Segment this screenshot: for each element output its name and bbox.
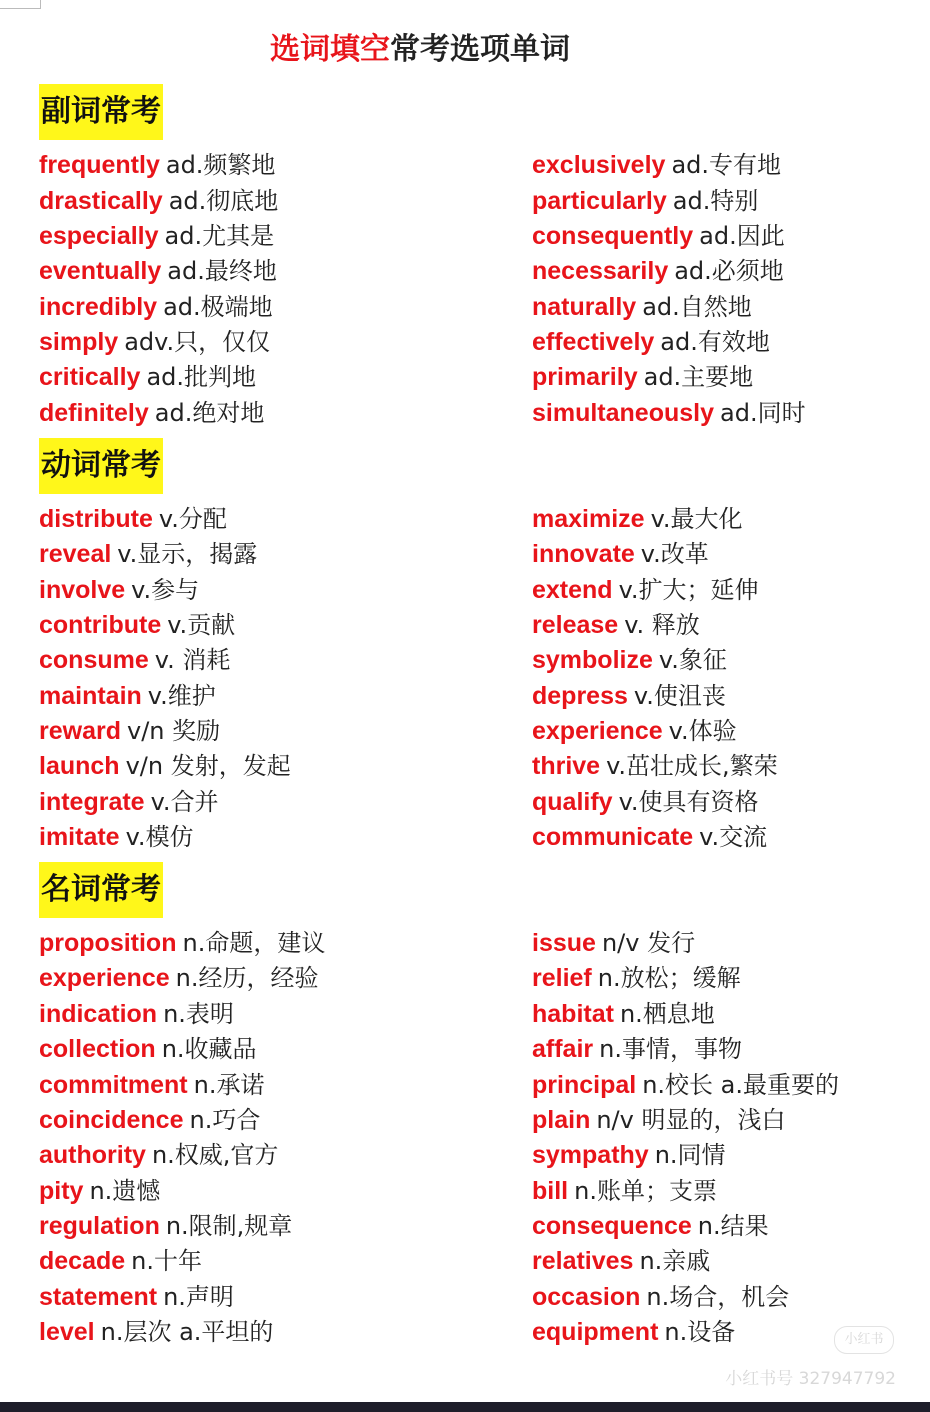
vocab-definition: n.账单；支票 <box>574 1177 717 1205</box>
vocab-definition: n.事情，事物 <box>599 1035 742 1063</box>
vocab-entry <box>39 537 257 571</box>
vocab-word: necessarily <box>532 257 669 285</box>
vocab-entry <box>39 219 274 253</box>
vocab-definition: v. 消耗 <box>154 646 231 674</box>
vocab-word: experience <box>39 964 170 992</box>
vocab-word: exclusively <box>532 151 666 179</box>
vocab-definition: n/v 明显的，浅白 <box>596 1106 786 1134</box>
vocab-word: habitat <box>532 1000 614 1028</box>
vocab-definition: n.结果 <box>697 1212 769 1240</box>
vocab-definition: n.层次 a.平坦的 <box>100 1318 274 1346</box>
vocab-word: extend <box>532 576 613 604</box>
section-heading: 副词常考 <box>39 84 163 140</box>
vocab-word: definitely <box>39 399 149 427</box>
vocab-entry <box>532 997 715 1031</box>
vocab-entry <box>532 714 737 748</box>
vocab-definition: ad.尤其是 <box>164 222 275 250</box>
vocab-word: maintain <box>39 682 142 710</box>
vocab-word: bill <box>532 1177 569 1205</box>
vocab-entry <box>39 396 264 430</box>
vocab-word: simply <box>39 328 119 356</box>
vocab-word: issue <box>532 929 596 957</box>
vocab-entry <box>39 573 199 607</box>
vocab-word: communicate <box>532 823 694 851</box>
vocab-word: qualify <box>532 788 613 816</box>
vocab-definition: v.合并 <box>150 788 219 816</box>
vocab-entry <box>39 148 275 182</box>
vocab-definition: n.表明 <box>163 1000 234 1028</box>
vocab-definition: v. 释放 <box>624 611 700 639</box>
vocab-definition: v.交流 <box>699 823 768 851</box>
vocab-entry <box>39 184 278 218</box>
vocab-definition: adv.只，仅仅 <box>124 328 271 356</box>
vocab-entry <box>39 1032 257 1066</box>
vocab-word: regulation <box>39 1212 160 1240</box>
vocab-entry <box>532 1244 710 1278</box>
vocab-entry <box>39 1315 273 1349</box>
vocab-entry <box>532 184 758 218</box>
vocab-definition: n.场合，机会 <box>646 1283 790 1311</box>
vocab-entry <box>39 643 230 677</box>
vocab-definition: ad.专有地 <box>671 151 782 179</box>
vocab-definition: n.设备 <box>664 1318 736 1346</box>
vocab-entry <box>39 926 325 960</box>
vocab-entry <box>39 254 277 288</box>
vocab-word: maximize <box>532 505 645 533</box>
vocab-definition: ad.自然地 <box>642 293 752 321</box>
vocab-definition: v.参与 <box>131 576 200 604</box>
vocab-definition: v.贡献 <box>167 611 236 639</box>
page-corner-mark <box>0 0 41 9</box>
vocab-word: coincidence <box>39 1106 184 1134</box>
vocab-word: experience <box>532 717 663 745</box>
vocab-entry <box>39 1244 202 1278</box>
vocab-definition: v.使沮丧 <box>633 682 726 710</box>
vocab-word: level <box>39 1318 95 1346</box>
vocab-entry <box>532 1315 735 1349</box>
vocab-definition: v.体验 <box>668 717 737 745</box>
vocab-definition: ad.特别 <box>672 187 759 215</box>
vocab-definition: v/n 发射，发起 <box>125 752 291 780</box>
vocab-word: symbolize <box>532 646 653 674</box>
vocab-definition: n.权威,官方 <box>151 1141 279 1169</box>
vocab-entry <box>532 961 741 995</box>
vocab-word: occasion <box>532 1283 641 1311</box>
vocab-entry <box>39 961 318 995</box>
vocab-definition: ad.因此 <box>699 222 785 250</box>
vocab-entry <box>532 1138 726 1172</box>
vocab-word: incredibly <box>39 293 158 321</box>
vocab-entry <box>532 360 753 394</box>
vocab-entry <box>532 785 759 819</box>
vocab-definition: n.校长 a.最重要的 <box>642 1071 839 1099</box>
vocab-entry <box>39 820 194 854</box>
vocab-definition: ad.主要地 <box>643 363 754 391</box>
vocab-entry <box>532 926 695 960</box>
vocab-entry <box>532 290 752 324</box>
vocab-word: imitate <box>39 823 120 851</box>
vocab-word: reveal <box>39 540 112 568</box>
vocab-definition: n.放松；缓解 <box>597 964 741 992</box>
vocab-entry <box>39 1174 160 1208</box>
vocab-definition: n.经历，经验 <box>175 964 319 992</box>
vocab-word: eventually <box>39 257 162 285</box>
section-heading: 名词常考 <box>39 862 163 918</box>
vocab-definition: n.亲戚 <box>639 1247 711 1275</box>
vocab-word: frequently <box>39 151 160 179</box>
vocab-definition: v.显示，揭露 <box>117 540 258 568</box>
vocab-definition: n.声明 <box>163 1283 234 1311</box>
vocab-entry <box>532 537 709 571</box>
watermark-logo: 小红书 <box>834 1326 894 1354</box>
vocab-word: especially <box>39 222 159 250</box>
vocab-definition: n.巧合 <box>189 1106 261 1134</box>
page-title <box>0 24 840 68</box>
vocab-entry <box>39 714 220 748</box>
vocab-word: consume <box>39 646 149 674</box>
vocab-entry <box>532 148 781 182</box>
vocab-definition: ad.绝对地 <box>154 399 265 427</box>
vocab-definition: ad.批判地 <box>146 363 257 391</box>
vocab-entry <box>39 1068 264 1102</box>
vocab-entry <box>532 219 785 253</box>
vocab-entry <box>39 1280 234 1314</box>
vocab-definition: n/v 发行 <box>601 929 696 957</box>
vocab-entry <box>532 820 767 854</box>
vocab-definition: n.遗憾 <box>89 1177 161 1205</box>
vocab-entry <box>532 502 743 536</box>
vocab-definition: ad.同时 <box>720 399 806 427</box>
vocab-entry <box>39 360 256 394</box>
vocab-entry <box>39 1209 292 1243</box>
vocab-entry <box>532 749 778 783</box>
vocab-entry <box>39 608 235 642</box>
vocab-word: consequently <box>532 222 694 250</box>
vocab-entry <box>532 573 759 607</box>
vocab-word: statement <box>39 1283 158 1311</box>
vocab-entry <box>39 290 273 324</box>
vocab-word: particularly <box>532 187 667 215</box>
vocab-definition: v.茁壮成长,繁荣 <box>606 752 778 780</box>
vocab-definition: v.分配 <box>158 505 227 533</box>
vocab-word: effectively <box>532 328 655 356</box>
vocab-definition: n.十年 <box>131 1247 203 1275</box>
vocab-definition: n.承诺 <box>193 1071 265 1099</box>
vocab-definition: n.命题，建议 <box>182 929 326 957</box>
vocab-entry <box>532 608 700 642</box>
vocab-word: decade <box>39 1247 126 1275</box>
vocab-definition: ad.极端地 <box>163 293 273 321</box>
vocab-entry <box>39 749 291 783</box>
vocab-entry <box>39 785 219 819</box>
vocab-word: affair <box>532 1035 594 1063</box>
vocab-word: reward <box>39 717 121 745</box>
vocab-definition: ad.有效地 <box>660 328 770 356</box>
vocab-word: proposition <box>39 929 177 957</box>
vocab-definition: v.维护 <box>147 682 216 710</box>
vocab-word: indication <box>39 1000 158 1028</box>
vocab-definition: ad.最终地 <box>167 257 277 285</box>
vocab-entry <box>39 679 216 713</box>
vocab-entry <box>39 997 234 1031</box>
vocab-definition: v.最大化 <box>650 505 743 533</box>
vocab-word: simultaneously <box>532 399 714 427</box>
vocab-word: collection <box>39 1035 156 1063</box>
vocab-word: equipment <box>532 1318 659 1346</box>
vocab-word: principal <box>532 1071 637 1099</box>
vocab-entry <box>532 643 727 677</box>
vocab-word: distribute <box>39 505 153 533</box>
vocab-definition: n.同情 <box>654 1141 726 1169</box>
vocab-word: innovate <box>532 540 635 568</box>
vocab-definition: v.使具有资格 <box>618 788 759 816</box>
vocab-definition: n.收藏品 <box>161 1035 257 1063</box>
vocab-entry <box>532 1209 769 1243</box>
vocab-word: commitment <box>39 1071 188 1099</box>
vocab-entry <box>39 325 270 359</box>
vocab-definition: n.限制,规章 <box>165 1212 293 1240</box>
vocab-entry <box>39 1103 260 1137</box>
vocab-entry <box>532 679 726 713</box>
vocab-word: relatives <box>532 1247 634 1275</box>
vocab-word: authority <box>39 1141 146 1169</box>
vocab-word: primarily <box>532 363 638 391</box>
vocab-definition: v.扩大；延伸 <box>618 576 759 604</box>
vocab-definition: v/n 奖励 <box>126 717 221 745</box>
watermark-text: 小红书号 327947792 <box>725 1369 896 1389</box>
bottom-bar <box>0 1402 930 1412</box>
vocab-entry <box>532 254 784 288</box>
section-heading: 动词常考 <box>39 438 163 494</box>
vocab-definition: v.改革 <box>640 540 709 568</box>
vocab-definition: ad.频繁地 <box>165 151 276 179</box>
vocab-entry <box>532 1068 839 1102</box>
vocab-entry <box>532 1280 789 1314</box>
vocab-entry <box>532 325 770 359</box>
vocab-entry <box>532 396 806 430</box>
vocab-word: sympathy <box>532 1141 649 1169</box>
vocab-word: release <box>532 611 619 639</box>
vocab-definition: n.栖息地 <box>619 1000 715 1028</box>
vocab-definition: ad.彻底地 <box>168 187 279 215</box>
vocab-entry <box>532 1103 785 1137</box>
vocab-entry <box>39 502 227 536</box>
vocab-word: involve <box>39 576 126 604</box>
vocab-entry <box>532 1032 742 1066</box>
vocab-word: integrate <box>39 788 145 816</box>
vocab-word: contribute <box>39 611 162 639</box>
vocab-word: launch <box>39 752 120 780</box>
vocab-word: naturally <box>532 293 637 321</box>
vocab-definition: v.模仿 <box>125 823 194 851</box>
vocab-word: plain <box>532 1106 591 1134</box>
page-title-highlight: 选词填空 <box>270 32 390 67</box>
vocab-word: drastically <box>39 187 163 215</box>
vocab-word: critically <box>39 363 141 391</box>
vocab-definition: ad.必须地 <box>674 257 784 285</box>
vocab-word: relief <box>532 964 592 992</box>
vocab-word: pity <box>39 1177 84 1205</box>
vocab-word: depress <box>532 682 628 710</box>
vocab-word: consequence <box>532 1212 692 1240</box>
vocab-definition: v.象征 <box>658 646 727 674</box>
vocab-word: thrive <box>532 752 601 780</box>
vocab-entry <box>532 1174 717 1208</box>
page-title-rest: 常考选项单词 <box>390 32 570 67</box>
vocab-entry <box>39 1138 278 1172</box>
